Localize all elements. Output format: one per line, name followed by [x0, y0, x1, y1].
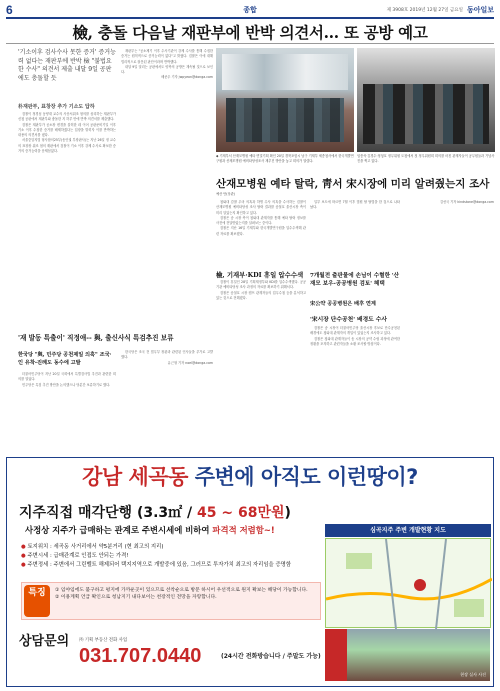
paragraph: 한국당은 조국 전 법무부 장관과 관련된 인사들을 추가로 고발했다. — [121, 350, 213, 360]
paragraph: 일부 보도에 따르면 7월 이후 법원 탈 탈법을 한 것으로 나타났다. — [310, 200, 400, 210]
story5-sub: 한국당 "與, 민주당 공천제일 의혹" 조국·인 유착-진례도 동수에 고발 — [18, 352, 112, 366]
ad-bullet-list — [21, 543, 319, 570]
ad-title — [7, 461, 493, 491]
ad-features-badge: 특징 — [24, 585, 50, 617]
ad-bullet-text: 주변정세 : 주변에서 그린벨트 해제되어 택지지역으로 개발중에 있음, 그러므로 투자가치 최고의 자리임을 증명함 — [27, 562, 292, 568]
paragraph: 검찰은 송 시장이 더불어민주당 울산시장 후보로 단수공천된 배경에도 청와대 관계자의 개입이 있었는지 조사하고 있다. — [310, 326, 400, 336]
paragraph: 검찰은 송 시장 측이 청와대 관계자를 통해 예타 탈락 정보를 사전에 전달받았는지를 살펴보는 중이다. — [216, 215, 306, 226]
ad-features-list — [55, 587, 316, 601]
ad-price — [19, 502, 291, 522]
ad-phone-note: (24시간 전화방습니다 / 주말도 가능) — [221, 653, 321, 660]
lead-subhead: '기소이후 검사수사 못한 증거' 증거능력 없다는 재판부에 반박 檢 "불법요한 수사" 의견서 제출 내달 9일 공판에도 충돌할 듯 — [18, 49, 116, 82]
list-item: ① 임야임에도 불구하고 평지에 가까운곳이 있으므로 선착순으로 방문 하시어 우선적으로 원지 확보는 해당이 가능합니다. — [55, 588, 308, 593]
ad-phone-number[interactable]: 031.707.0440 — [79, 645, 202, 667]
paragraph: 검찰이 정경심 동양대 교수의 사문서위조 혐의를 심리하는 재판부가 신청 공판에서 재판부와 충돌한 지 하루 만에 반박 의견서를 제출했다. — [18, 112, 116, 122]
paragraph: 청와대 감찰 무마 의혹과 하명 수사 의혹을 수사하는 검찰이 산재모병원 예비타당성 조사 탈락 결과를 송철호 울산시장 측이 미리 알았는지 확인하고 있다. — [216, 200, 306, 215]
ad-phone-lead: ㈜ 기획 부동산 전화 사업 — [79, 638, 128, 643]
news-photo-group — [357, 48, 495, 152]
bullet-icon: ● — [21, 544, 26, 550]
paragraph: 서울중앙지법 형사합의25부(송인권 부장판사)는 지난 26일 정 교수의 표창장 위조 혐의 재판에서 검찰이 기소 이후 강제 수사로 확보한 증거의 증거능력을 문제삼았다. — [18, 138, 116, 154]
paragraph: 검찰은 청와대 관계자들이 송 시장의 공약 수립 과정에 관여한 정황을 포착하고 관련자들을 소환 조사할 방침이다. — [310, 336, 400, 346]
byline: 유근형 기자 noel@donga.com — [167, 360, 213, 365]
story4-body-col2 — [404, 200, 494, 450]
bullet-icon: ● — [21, 553, 26, 559]
ad-title-location: 강남 세곡동 — [82, 465, 188, 489]
page-number: 6 — [6, 3, 13, 17]
ad-site-photo — [347, 629, 490, 681]
bullet-icon: ● — [21, 562, 26, 568]
paragraph: 내달 9일 열리는 공판에서도 양측의 공방은 계속될 것으로 보인다. — [121, 64, 213, 75]
ad-contact-label: 상담문의 — [19, 634, 70, 649]
ad-aerial-strip — [325, 629, 347, 681]
paragraph: 더불어민주당이 지난 20일 국회에서 특별검사법 추진과 관련한 회의를 열었다. — [18, 372, 116, 382]
ad-photo-label: 현장 실사 사진 — [460, 672, 486, 677]
paragraph: 검찰은 지난 16일 기재부와 한국개발연구원을 압수수색해 관련 자료를 확보했다. — [216, 226, 306, 236]
ad-title-tagline: 주변에 아직도 이런땅이? — [194, 465, 418, 489]
paragraph: 재판부는 "공소제기 이후 수사기관이 강제 수사를 통해 수집한 증거는 원칙적으로 증거능력이 없다"고 밝혔다. 검찰은 이에 대해 법리적으로 잘못된 판단이라며 반박했다. — [121, 49, 213, 64]
ad-price-close: ) — [284, 505, 291, 521]
ad-location-map — [325, 538, 491, 628]
story3-headline: 檢, 기재부·KDI 휴일 압수수색 — [216, 271, 304, 279]
story2-body — [216, 200, 306, 268]
ad-subline-lead: 사정상 지주가 급매하는 관계로 주변시세에 비하여 — [25, 525, 213, 535]
paragraph: 검찰은 재판부가 공소장 변경을 불허한 데 이어 공판준비기일 이후 기소 이후 수집한 증거를 배제하겠다는 입장을 밝히자 이를 반박하는 내용의 의견서를 냈다. — [18, 122, 116, 138]
photo-caption-left: ◆ 기재부서 산재모병원 예타 면밀기획 확인 20일 경북포항시 남구 기재부 세종청사에서 한국개발연구원과 산재모병원 예비타당성조사 재추진 방안을 놓고 회의가 열렸다. — [216, 154, 354, 163]
ad-price-lead: 지주직접 매각단행 (3.3㎡ / — [19, 505, 198, 521]
ad-price-range: 45 ~ 68만원 — [197, 505, 285, 521]
header-rule — [6, 17, 494, 19]
ad-bullet-text: 토지위치 : 세곡동 사거리에서 약5분거리 (현 최고의 지리) — [27, 544, 164, 550]
story5-headline: '재 발동 특출이' 직정애-- 與, 출신사식 특검추진 보류 — [18, 334, 174, 342]
ad-features-box — [21, 582, 321, 620]
story2-headline: 산재모병원 예타 탈락, 靑서 宋시장에 미리 알려줬는지 조사 — [216, 178, 490, 190]
paragraph: 검찰은 송철호 시장 캠프 관계자들의 업무수첩 등을 분석하고 있는 것으로 전해졌다. — [216, 290, 306, 300]
section-label: 종합 — [243, 6, 257, 14]
story4-sub: 宋公약 공공병원은 배후 연계 — [310, 301, 376, 307]
news-photo-meeting — [216, 48, 354, 152]
lead-kicker: 朴재판부, 표창장 추가 기소도 답하 — [18, 104, 95, 110]
real-estate-ad — [6, 457, 494, 687]
list-item — [21, 552, 319, 561]
lead-body-col1 — [18, 112, 116, 330]
ad-subline — [25, 524, 275, 536]
story5-body-col1 — [18, 372, 116, 452]
paragraph: 검찰이 휴일인 28일 기획재정부와 KDI를 압수수색했다. 공공기관 예비타당성 조사 과정의 자료를 확보하기 위해서다. — [216, 280, 306, 290]
page-header — [6, 3, 494, 17]
ad-bullet-text: 주변시세 : 급매관계로 인접도 안되는 가격! — [27, 553, 129, 559]
story4-tag: '宋시장 단수공천' 배경도 수사 — [310, 317, 387, 323]
map-graphic — [326, 539, 492, 629]
story4-body — [310, 326, 400, 450]
byline: 배준우 기자 jwpyeon@donga.com — [161, 75, 213, 80]
ad-map-title: 심곡지주 주변 개발현황 지도 — [325, 524, 491, 537]
paragraph: 민주당은 특검 추진 방안을 논의했으나 당분간 보류하기로 했다. — [22, 382, 111, 387]
byline: 김선국 기자 kindstone@donga.com — [439, 200, 494, 204]
issue-info: 제 3908호 2019년 12월 27일 금요일 — [386, 8, 463, 13]
headline-rule — [6, 43, 494, 44]
list-item — [21, 543, 319, 552]
story2-tag: 예산 안(상관) — [216, 192, 235, 196]
masthead-logo: 동아일보 — [466, 6, 494, 14]
lead-body-col2 — [121, 49, 213, 330]
story4-intro — [310, 200, 400, 268]
list-item: ② 이용계획 언급 확인으로 청남지기 내다보이는 천장적인 전망을 자랑합니다. — [55, 595, 217, 601]
story3-body — [216, 280, 306, 450]
photo-caption-right: 임종석·김경수·정청호 정무위원 도청에서 첫 정무위원회 회의를 마친 관계자들이 공무원들과 기념사진을 찍고 있다. — [357, 154, 495, 163]
story4-headline: 7개월전 출판물에 손님이 수혈한 '산재모 보우-공공병원 검토' 혜택 — [310, 273, 400, 287]
lead-headline: 檢, 충돌 다음날 재판부에 반박 의견서… 또 공방 예고 — [72, 23, 428, 42]
story5-body-col2 — [121, 350, 213, 450]
list-item — [21, 561, 319, 570]
ad-subline-emph: 파격적 저렴함~! — [212, 525, 275, 535]
